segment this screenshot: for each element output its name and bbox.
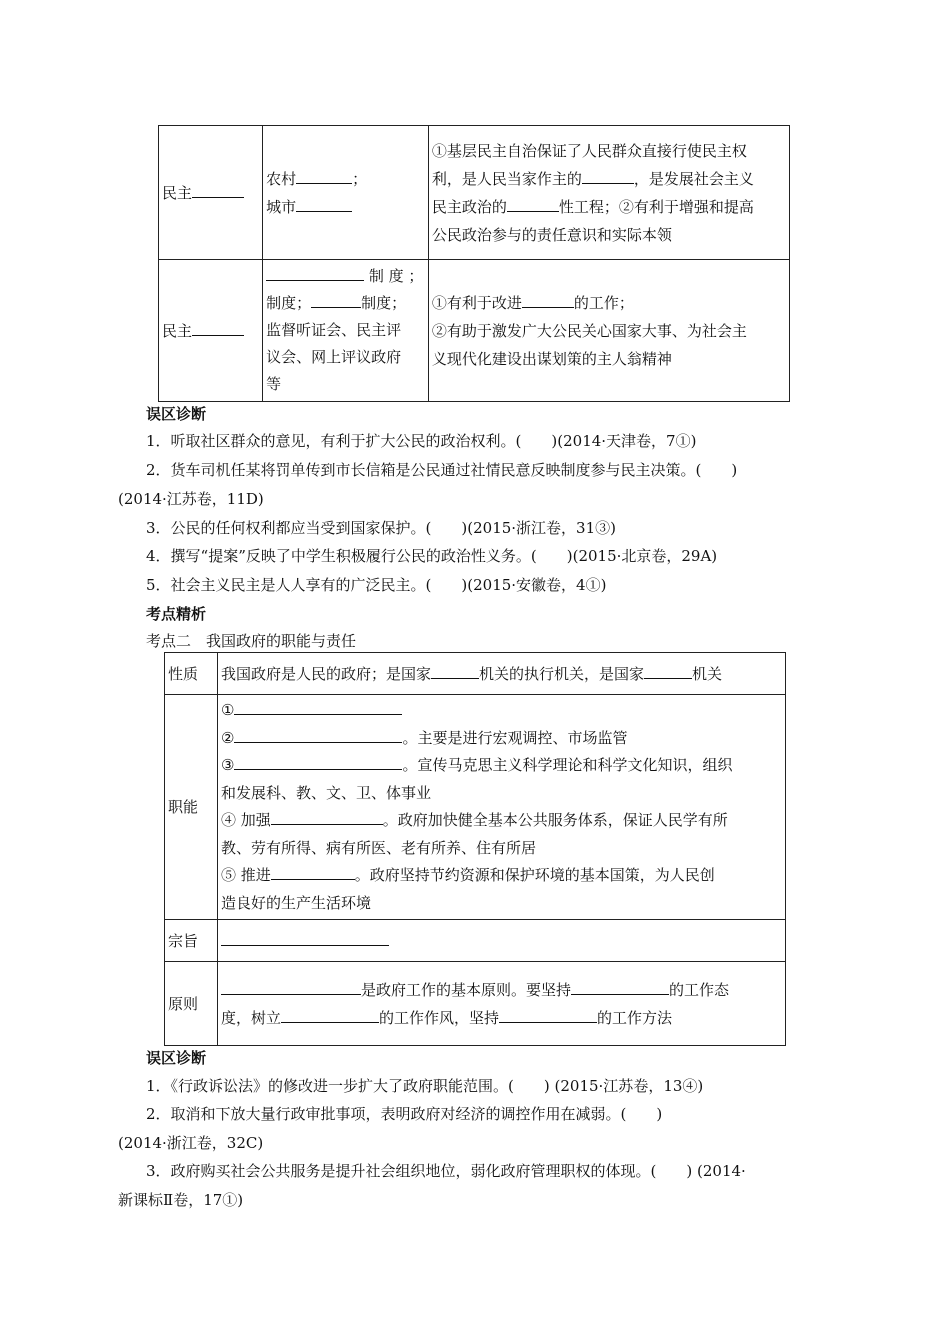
row-label-cell bbox=[159, 260, 263, 402]
question-item: (2014·江苏卷，11D) bbox=[118, 490, 264, 508]
content-cell bbox=[218, 695, 786, 920]
text-line: 。主要是进行宏观调控、市场监管 bbox=[402, 728, 628, 747]
text-line: 义现代化建设出谋划策的主人翁精神 bbox=[431, 349, 672, 368]
text-line: 制 度 ； bbox=[368, 267, 424, 285]
text-line: 和发展科、教、文、卫、体事业 bbox=[221, 783, 432, 802]
fill-blank bbox=[271, 863, 355, 880]
fill-blank bbox=[582, 167, 634, 184]
text-line: ④ 加强 bbox=[221, 811, 271, 829]
table-row bbox=[165, 653, 786, 695]
text-line: 机关的执行机关，是国家 bbox=[479, 664, 645, 683]
row-label: 职能 bbox=[165, 695, 218, 920]
fill-blank bbox=[507, 195, 559, 212]
text-line: ②有助于激发广大公民关心国家大事、为社会主 bbox=[431, 321, 747, 340]
text-line: 。政府坚持节约资源和保护环境的基本国策，为人民创 bbox=[354, 866, 715, 884]
question-item: 新课标Ⅱ卷，17①) bbox=[118, 1191, 244, 1209]
content-cell bbox=[218, 962, 786, 1046]
text-line: 的工作作风，坚持 bbox=[379, 1008, 500, 1027]
fill-blank bbox=[431, 662, 479, 679]
text-line: 议会、网上评议政府 bbox=[266, 348, 402, 366]
text-line: 的工作； bbox=[573, 293, 634, 312]
text-line: 的工作方法 bbox=[597, 1008, 673, 1027]
text-line: 造良好的生产生活环境 bbox=[221, 893, 372, 912]
text-line: ① bbox=[221, 701, 235, 719]
table-row bbox=[159, 260, 790, 402]
section-subheading: 考点二 我国政府的职能与责任 bbox=[146, 632, 357, 650]
question-item: 5．社会主义民主是人人享有的广泛民主。( )(2015·安徽卷，4①) bbox=[146, 576, 607, 594]
table-row bbox=[165, 695, 786, 920]
question-item: 2．取消和下放大量行政审批事项，表明政府对经济的调控作用在减弱。( ) bbox=[146, 1105, 663, 1123]
fill-blank bbox=[221, 978, 361, 995]
table-row bbox=[165, 962, 786, 1046]
fill-blank bbox=[644, 662, 692, 679]
row-label-cell bbox=[159, 126, 263, 260]
fill-blank bbox=[296, 195, 352, 212]
text-line: 等 bbox=[266, 375, 282, 393]
government-table bbox=[164, 652, 786, 1046]
text-line: 度，树立 bbox=[221, 1008, 282, 1027]
section-heading: 考点精析 bbox=[146, 605, 207, 623]
fill-blank bbox=[266, 264, 364, 281]
significance-cell bbox=[428, 126, 789, 260]
punct: ； bbox=[352, 169, 368, 188]
text-line: 。宣传马克思主义科学理论和科学文化知识，组织 bbox=[402, 756, 733, 774]
text-line: 我国政府是人民的政府；是国家 bbox=[221, 664, 432, 683]
text-line: 教、劳有所得、病有所医、老有所养、住有所居 bbox=[221, 838, 537, 857]
fill-blank bbox=[192, 319, 244, 336]
significance-cell bbox=[428, 260, 789, 402]
section-heading: 误区诊断 bbox=[146, 405, 207, 423]
fill-blank bbox=[234, 698, 402, 715]
text-line: ①基层民主自治保证了人民群众直接行使民主权 bbox=[431, 141, 747, 160]
text-line: 民主政治的 bbox=[431, 197, 507, 216]
table-row bbox=[159, 126, 790, 260]
section-heading: 误区诊断 bbox=[146, 1049, 207, 1067]
fill-blank bbox=[281, 1006, 379, 1023]
text-line: ①有利于改进 bbox=[431, 293, 522, 312]
fill-blank bbox=[234, 726, 402, 743]
text-line: 制度； bbox=[361, 294, 407, 312]
question-item: 1．听取社区群众的意见，有利于扩大公民的政治权利。( )(2014·天津卷，7①) bbox=[146, 432, 697, 450]
text-line: 性工程；②有利于增强和提高 bbox=[558, 197, 754, 216]
row-label: 性质 bbox=[165, 653, 218, 695]
content-cell bbox=[218, 653, 786, 695]
question-item: 1．《行政诉讼法》的修改进一步扩大了政府职能范围。( ) (2015·江苏卷，13④) bbox=[146, 1077, 704, 1095]
row-label: 宗旨 bbox=[165, 920, 218, 962]
fill-blank bbox=[296, 167, 352, 184]
question-item: (2014·浙江卷，32C) bbox=[118, 1134, 264, 1152]
row-label: 原则 bbox=[165, 962, 218, 1046]
fill-blank bbox=[271, 808, 383, 825]
form-cell bbox=[263, 126, 429, 260]
fill-blank bbox=[221, 929, 389, 946]
fill-blank bbox=[571, 978, 669, 995]
fill-blank bbox=[499, 1006, 597, 1023]
text-line: 的工作态 bbox=[669, 980, 730, 999]
fill-blank bbox=[192, 181, 244, 198]
question-item: 3．公民的任何权利都应当受到国家保护。( )(2015·浙江卷，31③) bbox=[146, 519, 616, 537]
text-line: 。政府加快健全基本公共服务体系，保证人民学有所 bbox=[382, 811, 728, 829]
text-line: 公民政治参与的责任意识和实际本领 bbox=[431, 225, 672, 244]
fill-blank bbox=[522, 291, 574, 308]
row-label: 民主 bbox=[162, 321, 193, 340]
text-line: 利，是人民当家作主的 bbox=[431, 169, 582, 188]
text-line: ② bbox=[221, 728, 235, 747]
question-item: 3．政府购买社会公共服务是提升社会组织地位，弱化政府管理职权的体现。( ) (2014· bbox=[146, 1162, 746, 1180]
text-line: 机关 bbox=[692, 664, 723, 683]
form-cell bbox=[263, 260, 429, 402]
text-line: ⑤ 推进 bbox=[221, 866, 271, 884]
fill-blank bbox=[234, 753, 402, 770]
question-item: 4．撰写“提案”反映了中学生积极履行公民的政治性义务。( )(2015·北京卷，29A) bbox=[146, 547, 718, 565]
question-item: 2．货车司机任某将罚单传到市长信箱是公民通过社情民意反映制度参与民主决策。( ) bbox=[146, 461, 738, 479]
text-line: 是政府工作的基本原则。要坚持 bbox=[361, 980, 572, 999]
text-line: ，是发展社会主义 bbox=[633, 169, 754, 188]
text-line: ③ bbox=[221, 756, 235, 774]
text-line: 监督听证会、民主评 bbox=[266, 321, 402, 339]
rural-label: 农村 bbox=[266, 169, 297, 188]
democracy-table bbox=[158, 125, 790, 402]
table-row bbox=[165, 920, 786, 962]
content-cell bbox=[218, 920, 786, 962]
text-line: 制度； bbox=[266, 294, 312, 312]
fill-blank bbox=[311, 291, 361, 308]
urban-label: 城市 bbox=[266, 197, 297, 216]
row-label: 民主 bbox=[162, 183, 193, 202]
